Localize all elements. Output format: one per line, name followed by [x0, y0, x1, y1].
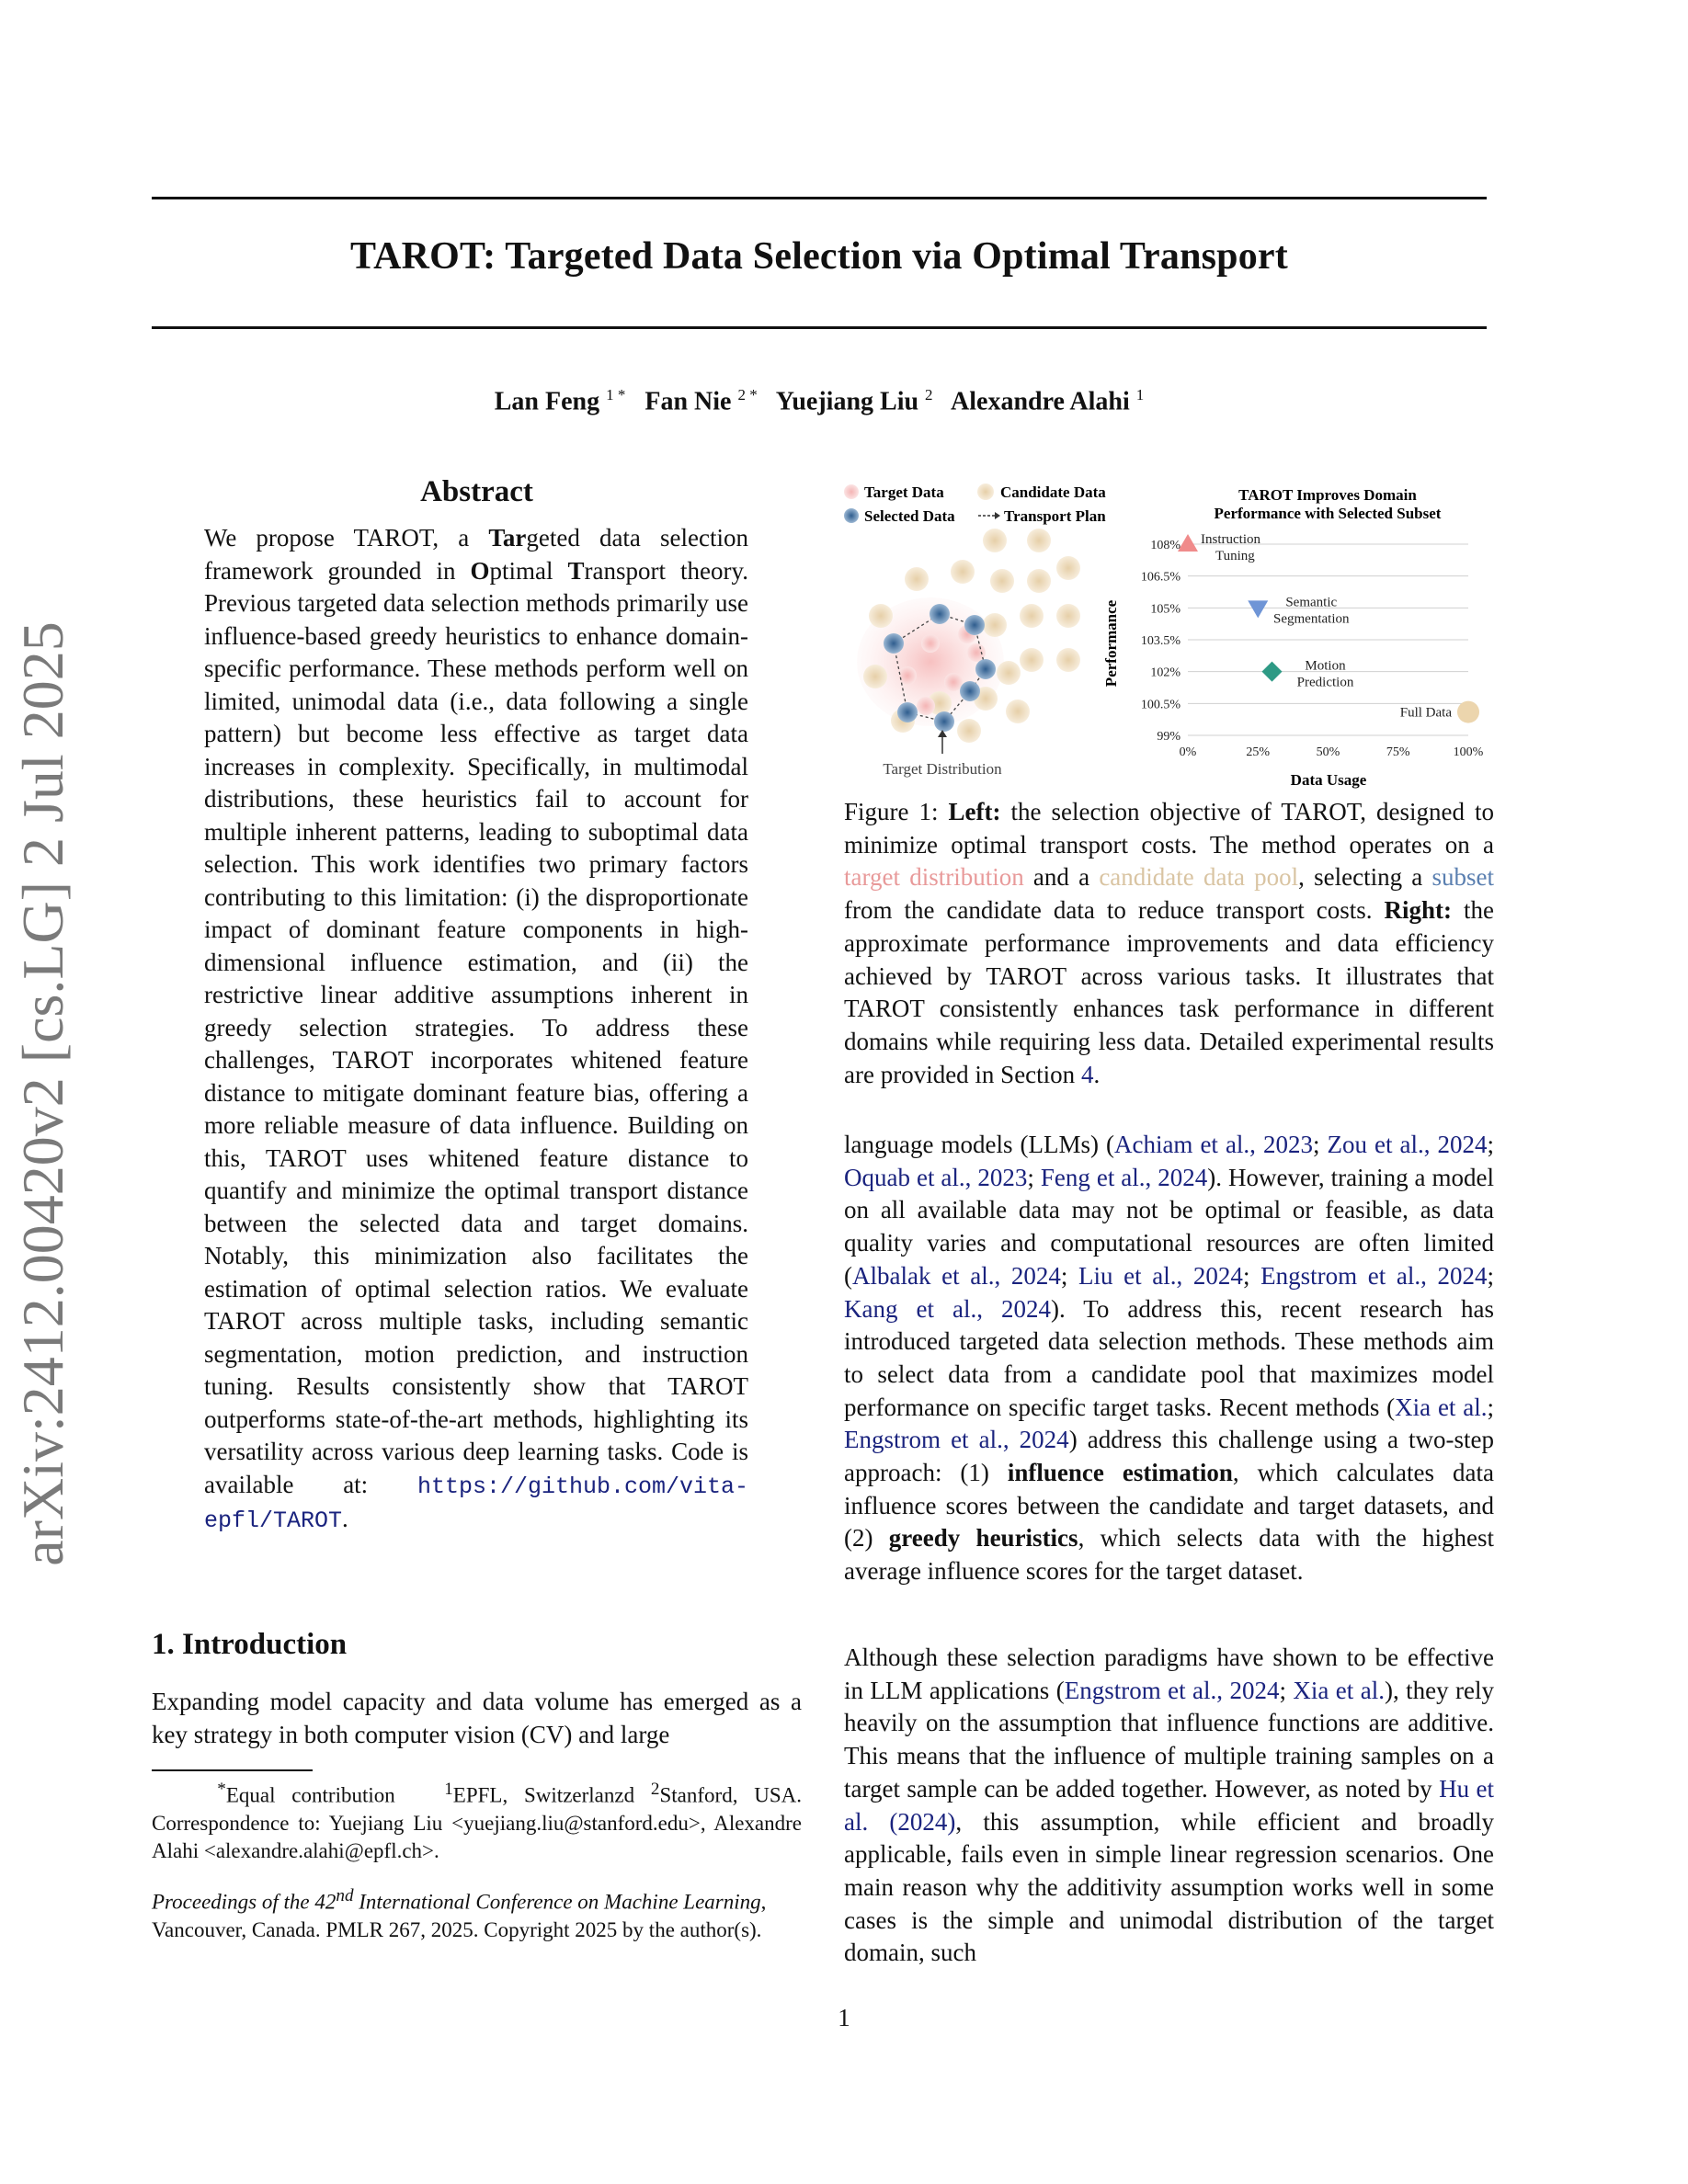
legend-candidate-swatch — [977, 483, 994, 500]
candidate-point — [957, 719, 981, 743]
chart-point-label: Prediction — [1296, 675, 1354, 690]
citation-link[interactable]: Xia et al. — [1395, 1393, 1488, 1421]
candidate-point — [983, 613, 1007, 637]
legend-transport-label: Transport Plan — [1004, 507, 1106, 525]
figure-caption: Figure 1: Left: the selection objective of TAROT, designed to minimize optimal transport costs. The method operates on a target distribution and a candidate data pool, selecting a subset from the candidate data to reduce transport costs. Right: the approximate performance improvements and data efficiency achieved by TAROT across various tasks. It illustrates that TAROT consistently enhances task performance in different domains while requiring less data. Detailed experimental results are provided in Section 4. — [844, 798, 1494, 1088]
chart-point-semantic-segmentation — [1248, 600, 1268, 618]
chart-point-label: Motion — [1305, 658, 1346, 674]
author-affiliation: 2 — [925, 386, 933, 404]
proceedings-note: Proceedings of the 42nd International Conference on Machine Learning, Vancouver, Canada. PMLR 267, 2025. Copyright 2025 by the author(s). — [152, 1886, 767, 1941]
chart-y-tick-label: 105% — [1150, 602, 1180, 617]
chart-x-tick-label: 100% — [1453, 745, 1484, 759]
citation-link[interactable]: Engstrom et al., 2024 — [1260, 1261, 1488, 1290]
chart-point-label: Semantic — [1285, 595, 1338, 610]
chart-y-tick-label: 102% — [1150, 665, 1180, 680]
figure-svg — [838, 478, 1500, 791]
target-point — [944, 673, 963, 691]
citation-link[interactable]: Zou et al., 2024 — [1327, 1131, 1488, 1158]
selected-point — [960, 681, 980, 701]
chart-point-full-data — [1457, 701, 1479, 723]
chart-y-tick-label: 103.5% — [1140, 634, 1180, 648]
body-paragraph: Although these selection paradigms have shown to be effective in LLM applications (Engstrom et al., 2024; Xia et al.), they rely heavily on the assumption that influence functions are additive. This means that the influence of multiple training samples on a target sample can be added together. However, as noted by Hu et al. (2024), this assumption, while efficient and broadly applicable, fails even in simple linear regression scenarios. One main reason why the additivity assumption works well in some cases is the simple and unimodal distribution of the target domain, such — [844, 1644, 1494, 1967]
chart-title-line1: TAROT Improves Domain — [1238, 486, 1417, 504]
chart-x-axis-label: Data Usage — [1290, 771, 1367, 789]
citation-link[interactable]: Oquab et al., 2023 — [844, 1163, 1028, 1191]
chart-x-tick-label: 50% — [1316, 745, 1340, 759]
author-name: Lan Feng — [494, 387, 600, 416]
title-bottom-rule — [152, 326, 1487, 329]
selected-point — [975, 659, 996, 679]
chart-point-label: Instruction — [1201, 532, 1260, 547]
citation-link[interactable]: Feng et al., 2024 — [1040, 1163, 1208, 1191]
citation-link[interactable]: Achiam et al., 2023 — [1113, 1131, 1313, 1158]
legend-target-label: Target Data — [864, 483, 944, 501]
abstract-heading: Abstract — [420, 475, 533, 508]
chart-point-instruction-tuning — [1178, 534, 1198, 552]
candidate-point — [905, 567, 929, 591]
target-distribution-label: Target Distribution — [883, 760, 1002, 778]
candidate-point — [1027, 529, 1051, 552]
chart-x-tick-label: 75% — [1386, 745, 1410, 759]
figure-1 — [838, 478, 1500, 791]
citation-link[interactable]: Kang et al., 2024 — [844, 1294, 1051, 1323]
target-point — [917, 697, 935, 715]
citation-link[interactable]: Albalak et al., 2024 — [852, 1261, 1061, 1290]
target-point — [898, 666, 917, 685]
author-list — [152, 386, 1487, 416]
body-paragraph: language models (LLMs) (Achiam et al., 2023; Zou et al., 2024; Oquab et al., 2023; Feng et al., 2024). However, training a model on all available data may not be optimal or feasible, as data quality varies and computational resources are often limited (Albalak et al., 2024; Liu et al., 2024; Engstrom et al., 2024; Kang et al., 2024). To address this, recent research has introduced targeted data selection methods. These methods aim to select data from a candidate pool that maximizes model performance on specific target tasks. Recent methods (Xia et al.; Engstrom et al., 2024) address this challenge using a two-step approach: (1) influence estimation, which calculates data influence scores between the candidate and target datasets, and (2) greedy heuristics, which selects data with the highest average influence scores for the target dataset. — [844, 1131, 1495, 1586]
author-name: Alexandre Alahi — [951, 387, 1130, 416]
citation-link[interactable]: Engstrom et al., 2024 — [1064, 1676, 1280, 1704]
legend-selected-label: Selected Data — [864, 507, 955, 525]
intro-paragraph: Expanding model capacity and data volume has emerged as a key strategy in both computer vision (CV) and large — [152, 1688, 802, 1748]
author-name: Yuejiang Liu — [775, 387, 919, 416]
chart-plot-area — [1141, 532, 1484, 759]
chart-point-motion-prediction — [1262, 662, 1283, 682]
chart-title-line2: Performance with Selected Subset — [1214, 505, 1442, 522]
chart-point-label: Full Data — [1399, 705, 1452, 721]
chart-y-tick-label: 106.5% — [1140, 570, 1180, 585]
candidate-point — [1020, 604, 1044, 628]
legend-candidate-label: Candidate Data — [1000, 483, 1106, 501]
citation-link[interactable]: Xia et al. — [1293, 1676, 1385, 1704]
candidate-point — [1056, 556, 1080, 580]
author-affiliation: 1 * — [606, 386, 626, 404]
candidate-point — [1020, 648, 1044, 672]
chart-y-tick-label: 99% — [1157, 730, 1180, 744]
citation-link[interactable]: Liu et al., 2024 — [1078, 1261, 1243, 1290]
candidate-point — [990, 569, 1014, 593]
candidate-point — [1056, 604, 1080, 628]
candidate-point — [951, 560, 975, 584]
citation-link[interactable]: Hu et al. (2024) — [844, 1774, 1494, 1836]
title-top-rule — [152, 197, 1487, 199]
target-point — [921, 634, 940, 653]
candidate-point — [863, 665, 887, 688]
code-link[interactable]: https://github.com/vita-epfl/TAROT — [204, 1473, 748, 1534]
legend-transport-arrow — [995, 512, 1000, 519]
paper-title: TAROT: Targeted Data Selection via Optimal Transport — [350, 235, 1288, 278]
chart-x-tick-label: 0% — [1179, 745, 1197, 759]
chart-y-axis-label: Performance — [1102, 599, 1120, 688]
footnote: *Equal contribution $^1$EPFL, Switzerlanzd $^2$Stanford, USA. Correspondence to: Yuejiang Liu <yuejiang.liu@stanford.edu>, Alexandre Alahi <alexandre.alahi@epfl.ch>. — [152, 1780, 803, 1862]
candidate-point — [1056, 648, 1080, 672]
chart-point-label: Tuning — [1215, 549, 1255, 563]
candidate-point — [1006, 700, 1030, 723]
abstract-text: We propose TAROT, a Targeted data selection framework grounded in Optimal Transport theory. Previous targeted data selection methods primarily use influence-based greedy heuristics to enhance domain-specific performance. These methods perform well on limited, unimodal data (i.e., data following a single pattern) but become less effective as target data increases in complexity. Specifically, in multimodal distributions, these heuristics fail to account for multiple inherent patterns, leading to suboptimal data selection. This work identifies two primary factors contributing to this limitation: (i) the disproportionate impact of dominant feature components in high-dimensional influence estimation, and (ii) the restrictive linear additive assumptions inherent in greedy selection strategies. To address these challenges, TAROT incorporates whitened feature distance to mitigate dominant feature bias, offering a more reliable measure of data influence. Building on this, TAROT uses whitened feature distance to quantify and minimize the optimal transport distance between the selected data and target domains. Notably, this minimization also facilitates the estimation of optimal selection ratios. We evaluate TAROT across multiple tasks, including semantic segmentation, motion prediction, and instruction tuning. Results consistently show that TAROT outperforms state-of-the-art methods, highlighting its versatility across various deep learning tasks. Code is available at: https://github.com/vita-epfl/TAROT. — [204, 524, 749, 1534]
selected-point — [897, 702, 918, 722]
selected-point — [934, 711, 954, 732]
page-number: 1 — [838, 2004, 850, 2031]
chart-y-tick-label: 108% — [1150, 539, 1180, 552]
legend-target-swatch — [844, 484, 859, 499]
footnote-rule — [152, 1769, 313, 1771]
selected-point — [964, 615, 985, 635]
candidate-point — [869, 604, 893, 628]
author-affiliation: 1 — [1135, 386, 1145, 404]
arxiv-identifier: arXiv:2412.00420v2 [cs.LG] 2 Jul 2025 — [10, 621, 75, 1566]
legend-selected-swatch — [844, 508, 859, 523]
author-affiliation: 2 * — [737, 386, 758, 404]
chart-x-tick-label: 25% — [1246, 745, 1271, 759]
author-name: Fan Nie — [644, 387, 732, 416]
selected-point — [930, 604, 950, 624]
candidate-point — [997, 661, 1021, 685]
candidate-point — [1027, 569, 1051, 593]
citation-link[interactable]: Engstrom et al., 2024 — [844, 1426, 1069, 1454]
section-heading: 1. Introduction — [152, 1628, 348, 1661]
section-link[interactable]: 4 — [1080, 1060, 1094, 1088]
chart-point-label: Segmentation — [1273, 611, 1350, 627]
selected-point — [884, 633, 904, 654]
chart-y-tick-label: 100.5% — [1140, 698, 1180, 712]
candidate-point — [983, 529, 1007, 552]
